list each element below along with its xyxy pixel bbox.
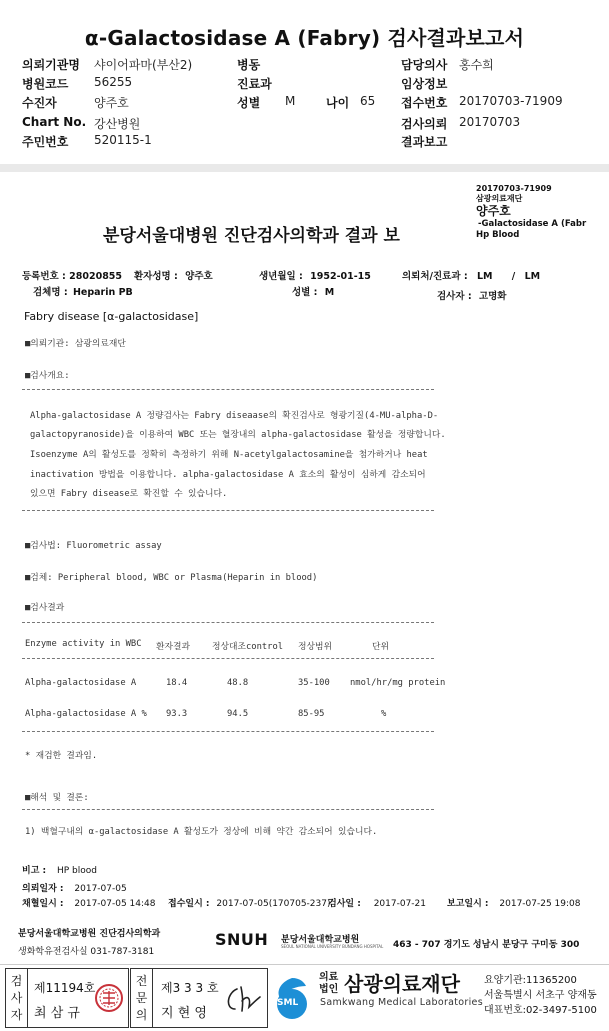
- info-row: [33, 284, 133, 298]
- header-label: 검사의뢰: [401, 117, 448, 131]
- reg-label: 등록번호 :: [22, 271, 66, 282]
- org-tel: 대표번호:02-3497-5100: [484, 1005, 597, 1016]
- table-cell: 93.3: [166, 709, 188, 719]
- corp-label: [319, 972, 338, 996]
- label-char: 문: [135, 991, 148, 1005]
- specimen-label: 검체명 :: [33, 287, 68, 298]
- seal-icon: [94, 983, 124, 1013]
- interp-heading: ■해석 및 결론:: [25, 793, 89, 803]
- corner-test: -Galactosidase A (Fabr: [478, 219, 587, 229]
- exam-label: 검사일 :: [328, 899, 361, 909]
- report-header: [0, 0, 609, 164]
- specimen-line: ■검체: Peripheral blood, WBC or Plasma(Heparin in blood): [25, 573, 318, 583]
- header-label: 성별: [237, 96, 261, 110]
- header-value: 홍수희: [459, 58, 494, 72]
- lab-phone: 생화학유전검사실 031-787-3181: [18, 947, 155, 957]
- collect-label: 채혈일시 :: [22, 899, 64, 909]
- collect-date: 2017-07-05 14:48: [74, 899, 156, 909]
- label-char: 사: [10, 991, 23, 1005]
- info-row: [22, 268, 122, 282]
- table-cell: %: [381, 709, 387, 719]
- recheck-note: * 재검한 결과임.: [25, 751, 98, 761]
- header-value: 20170703-71909: [459, 94, 563, 108]
- header-row: [0, 94, 609, 112]
- report-title: α-Galactosidase A (Fabry) 검사결과보고서: [84, 26, 525, 50]
- collect-row: [22, 896, 156, 909]
- header-label: 주민번호: [22, 135, 69, 149]
- reg-value: 28020855: [69, 271, 123, 282]
- header-label: Chart No.: [22, 115, 87, 129]
- table-header: 단위: [372, 642, 389, 652]
- header-value: 65: [360, 94, 376, 108]
- table-cell: 85-95: [298, 709, 325, 719]
- corner-lab: 삼광의료재단: [476, 194, 523, 203]
- info-row: [259, 268, 371, 282]
- header-label: 의뢰기관명: [22, 58, 80, 72]
- interpretation: 1) 백혈구내의 α-galactosidase A 활성도가 정상에 비해 약간 감소되어 있습니다.: [25, 827, 378, 837]
- label-char: 의: [135, 1008, 148, 1022]
- receive-date: 2017-07-05(170705-237): [216, 899, 331, 909]
- header-label: 병동: [237, 58, 261, 72]
- header-row: [0, 115, 609, 133]
- org-name-en: Samkwang Medical Laboratories: [320, 997, 483, 1008]
- remark-row: [22, 863, 97, 876]
- request-label: 의뢰일자 :: [22, 884, 64, 894]
- table-header: 정상대조control: [212, 642, 284, 652]
- institution: ■의뢰기관: 삼광의료재단: [25, 339, 126, 349]
- corp-line: 법인: [319, 984, 339, 995]
- table-cell: 94.5: [227, 709, 249, 719]
- examiner-label: 검사자 :: [437, 291, 472, 302]
- header-value: 양주호: [94, 96, 129, 110]
- receive-label: 접수일시 :: [168, 899, 210, 909]
- dept-sep: /: [511, 271, 516, 282]
- header-label: 수진자: [22, 96, 57, 110]
- header-label: 나이: [326, 96, 350, 110]
- header-label: 접수번호: [401, 96, 448, 110]
- test-name: Fabry disease [α-galactosidase]: [24, 310, 199, 323]
- examiner-label: [6, 969, 28, 1027]
- name-value: 양주호: [185, 271, 213, 282]
- header-value: 56255: [94, 75, 133, 89]
- request-row: [22, 881, 127, 894]
- header-label: 병원코드: [22, 77, 69, 91]
- dob-label: 생년월일 :: [259, 271, 303, 282]
- method: ■검사법: Fluorometric assay: [25, 541, 162, 551]
- org-code: 요양기관:11365200: [484, 975, 577, 986]
- overview-line: galactopyranoside)을 이용하여 WBC 또는 혈장내의 alpha-galactosidase 활성을 정량합니다.: [30, 430, 446, 440]
- table-header: Enzyme activity in WBC: [25, 639, 142, 649]
- signature-icon: [223, 983, 263, 1015]
- divider: [22, 731, 434, 732]
- snuh-name-en: SEOUL NATIONAL UNIVERSITY BUNDANG HOSPITAL: [281, 944, 384, 949]
- label-char: 검: [10, 974, 23, 988]
- examiner-name: 최 삼 규: [34, 1006, 80, 1021]
- header-label: 결과보고: [401, 135, 448, 149]
- overview-line: 있으면 Fabry disease로 확진할 수 있습니다.: [30, 489, 228, 499]
- label-char: 전: [135, 974, 148, 988]
- sml-logo-icon: [270, 968, 314, 1026]
- info-row: [437, 288, 506, 302]
- dob-value: 1952-01-15: [310, 271, 371, 282]
- table-cell: 35-100: [298, 678, 330, 688]
- hospital-address: 463 - 707 경기도 성남시 분당구 구미동 300: [393, 940, 580, 950]
- info-row: [402, 268, 540, 282]
- label-char: 자: [10, 1008, 23, 1022]
- header-value: 샤이어파마(부산2): [94, 58, 193, 72]
- overview-line: inactivation 방법을 이용합니다. alpha-galactosidase A 효소의 활성이 심하게 감소되어: [30, 470, 426, 480]
- examiner-stamp-box: [5, 968, 129, 1028]
- divider: [22, 510, 434, 511]
- table-cell: 48.8: [227, 678, 249, 688]
- request-date: 2017-07-05: [74, 884, 127, 894]
- table-header: 정상범위: [298, 642, 332, 652]
- dept-label: 의뢰처/진료과 :: [402, 271, 468, 282]
- divider: [22, 658, 434, 659]
- examiner-license: 제11194호: [34, 981, 96, 995]
- header-value: M: [285, 94, 296, 108]
- header-row: [0, 75, 609, 93]
- specialist-stamp-box: [130, 968, 268, 1028]
- corp-line: 의료: [319, 972, 339, 983]
- specialist-label: [131, 969, 153, 1027]
- scanned-report: [0, 164, 609, 964]
- signature-bar: [0, 964, 609, 1031]
- dept-full: 분당서울대학교병원 진단검사의학과: [18, 929, 161, 939]
- org-address: 서울특별시 서초구 양재동: [484, 990, 597, 1001]
- exam-date: 2017-07-21: [373, 899, 427, 909]
- table-cell: 18.4: [166, 678, 188, 688]
- info-row: [134, 268, 213, 282]
- header-label: 임상정보: [401, 77, 448, 91]
- header-value: 520115-1: [94, 133, 152, 147]
- remark-label: 비고 :: [22, 866, 47, 876]
- scan-title: 분당서울대병원 진단검사의학과 결과 보: [103, 226, 400, 246]
- examiner-value: 고명화: [478, 291, 507, 302]
- divider: [22, 622, 434, 623]
- header-row: [0, 133, 609, 151]
- exam-row: [328, 896, 426, 909]
- org-name: 삼광의료재단: [344, 972, 460, 996]
- dept-value: LM: [476, 271, 493, 282]
- header-value: 강산병원: [94, 117, 141, 131]
- divider: [22, 389, 434, 390]
- receive-row: [168, 896, 331, 909]
- header-value: 20170703: [459, 115, 521, 129]
- result-heading: ■검사결과: [25, 603, 65, 613]
- sml-logo-text: SML: [277, 998, 299, 1008]
- corner-specimen: Hp Blood: [476, 230, 520, 240]
- table-cell: Alpha-galactosidase A %: [25, 709, 147, 719]
- remark-value: HP blood: [57, 866, 97, 876]
- corner-receipt: 20170703-71909: [476, 184, 552, 193]
- info-row: [292, 284, 334, 298]
- report-row: [447, 896, 581, 909]
- table-header: 환자결과: [156, 642, 190, 652]
- divider: [22, 809, 434, 810]
- overview-heading: ■검사개요:: [25, 371, 70, 381]
- dept-value: LM: [524, 271, 541, 282]
- table-cell: nmol/hr/mg protein: [350, 678, 446, 688]
- specialist-name: 지 현 영: [161, 1006, 207, 1021]
- specimen-value: Heparin PB: [72, 287, 133, 298]
- header-row: [0, 56, 609, 74]
- overview-line: Alpha-galactosidase A 정량검사는 Fabry diseaase의 확진검사로 형광기질(4-MU-alpha-D-: [30, 411, 439, 421]
- snuh-name: 분당서울대학교병원: [281, 935, 360, 945]
- report-date: 2017-07-25 19:08: [499, 899, 581, 909]
- sex-value: M: [324, 287, 335, 298]
- sex-label: 성별 :: [292, 287, 318, 298]
- corner-patient: 양주호: [476, 204, 511, 218]
- specialist-license: 제3 3 3 호: [161, 981, 219, 995]
- name-label: 환자성명 :: [134, 271, 178, 282]
- header-label: 담당의사: [401, 58, 448, 72]
- table-cell: Alpha-galactosidase A: [25, 678, 137, 688]
- overview-line: Isoenzyme A의 활성도를 정확히 측정하기 위해 N-acetylgalactosamine을 첨가하거나 heat: [30, 450, 428, 460]
- report-label: 보고일시 :: [447, 899, 489, 909]
- header-label: 진료과: [237, 77, 272, 91]
- snuh-logo: SNUH: [215, 930, 269, 949]
